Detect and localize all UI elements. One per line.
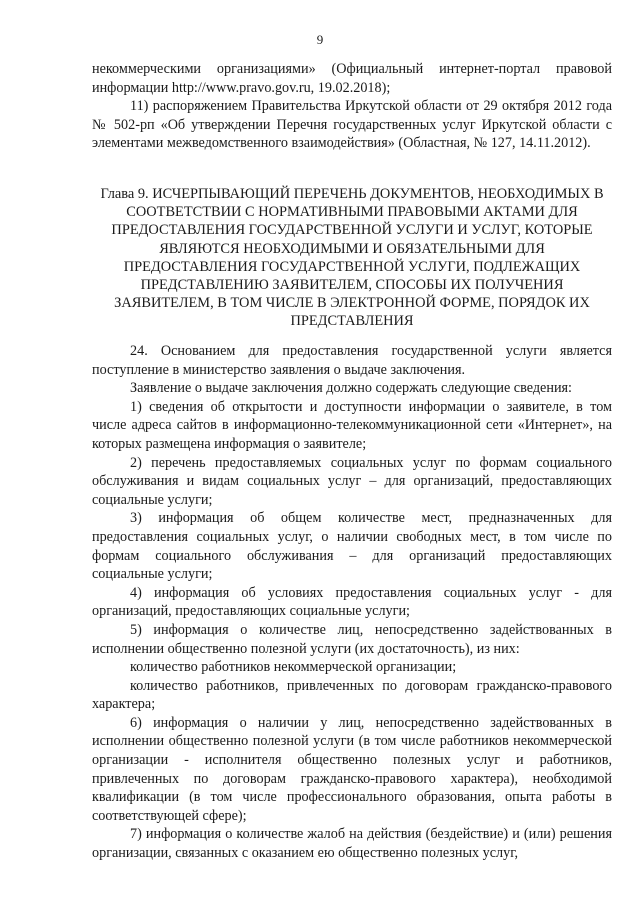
paragraph-body-3: 1) сведения об открытости и доступности информации о заявителе, в том числе адреса сайтов в информационно-телекоммуникационной сети «Интернет», на которых размещена информация о заявителе; — [92, 398, 612, 452]
body-section — [92, 342, 612, 863]
chapter-heading: Глава 9. ИСЧЕРПЫВАЮЩИЙ ПЕРЕЧЕНЬ ДОКУМЕНТОВ, НЕОБХОДИМЫХ В СООТВЕТСТВИИ С НОРМАТИВНЫМИ ПРАВОВЫМИ АКТАМИ ДЛЯ ПРЕДОСТАВЛЕНИЯ ГОСУДАРСТВЕННОЙ УСЛУГИ И УСЛУГ, КОТОРЫЕ ЯВЛЯЮТСЯ НЕОБХОДИМЫМИ И ОБЯЗАТЕЛЬНЫМИ ДЛЯ ПРЕДОСТАВЛЕНИЯ ГОСУДАРСТВЕННОЙ УСЛУГИ, ПОДЛЕЖАЩИХ ПРЕДСТАВЛЕНИЮ ЗАЯВИТЕЛЕМ, СПОСОБЫ ИХ ПОЛУЧЕНИЯ ЗАЯВИТЕЛЕМ, В ТОМ ЧИСЛЕ В ЭЛЕКТРОННОЙ ФОРМЕ, ПОРЯДОК ИХ ПРЕДСТАВЛЕНИЯ — [100, 186, 604, 330]
paragraph-body-9: количество работников, привлеченных по договорам гражданско-правового характера; — [92, 677, 612, 713]
paragraph-body-11: 7) информация о количестве жалоб на действия (бездействие) и (или) решения организации, связанных с оказанием ею общественно полезных услуг, — [92, 826, 612, 862]
paragraph-body-4: 2) перечень предоставляемых социальных услуг по формам социального обслуживания и видам социальных услуг – для организаций, предоставляющих социальные услуги; — [92, 454, 612, 508]
paragraph-body-1: 24. Основанием для предоставления государственной услуги является поступление в министерство заявления о выдаче заключения. — [92, 343, 612, 378]
paragraph-intro-1: некоммерческими организациями» (Официальный интернет-портал правовой информации http://www.pravo.gov.ru, 19.02.2018); — [92, 61, 612, 96]
paragraph-body-2: Заявление о выдаче заключения должно содержать следующие сведения: — [130, 380, 572, 397]
paragraph-intro-2: 11) распоряжением Правительства Иркутской области от 29 октября 2012 года № 502-рп «Об утверждении Перечня государственных услуг Иркутской области с элементами межведомственного взаимодействия» (Областная, № 127, 14.11.2012). — [92, 98, 612, 152]
paragraph-body-8: количество работников некоммерческой организации; — [130, 659, 457, 676]
page-number: 9 — [316, 32, 324, 47]
intro-section — [92, 60, 612, 153]
paragraph-body-5: 3) информация об общем количестве мест, предназначенных для предоставления социальных услуг, о наличии свободных мест, в том числе по формам социального обслуживания – для организаций предоставляющих социальные услуги; — [92, 510, 612, 583]
paragraph-body-7: 5) информация о количестве лиц, непосредственно задействованных в исполнении общественно полезной услуги (их достаточность), из них: — [92, 621, 612, 657]
paragraph-body-10: 6) информация о наличии у лиц, непосредственно задействованных в исполнении общественно полезной услуги (в том числе работников некоммерческой организации - исполнителя общественно полезных услуг и работников, привлеченных по договорам гражданско-правового характера), необходимой квалификации (в том числе профессионального образования, опыта работы в соответствующей сфере); — [92, 714, 612, 824]
paragraph-body-6: 4) информация об условиях предоставления социальных услуг - для организаций, предоставляющих социальные услуги; — [92, 584, 612, 620]
